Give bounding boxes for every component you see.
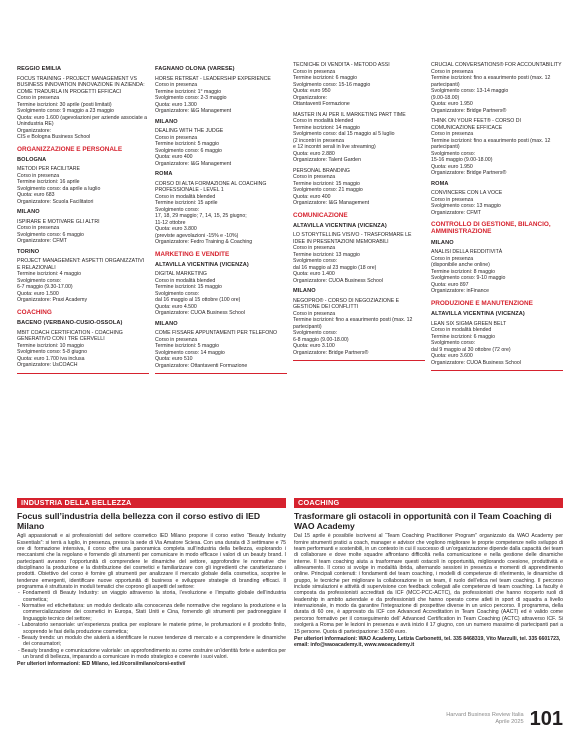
course-detail: (disponibile anche online) — [431, 262, 490, 269]
course-detail: Termine iscrizioni: fino a esaurimento posti (max. 12 partecipanti) — [431, 137, 551, 150]
course-detail: Organizzatore: Bridge Partners® — [431, 107, 507, 114]
article-team-coaching — [294, 498, 563, 703]
course-detail: Organizzatore: Bridge Partners® — [431, 170, 507, 176]
column-rule — [17, 373, 149, 374]
course-title: LO STORYTELLING VISIVO - TRASFORMARE LE IDEE IN PRESENTAZIONI MEMORABILI — [293, 232, 412, 245]
region-heading: MILANO — [155, 320, 178, 327]
region-heading: MILANO — [293, 288, 316, 295]
article-body — [17, 533, 286, 667]
category-heading: CONTROLLO DI GESTIONE, BILANCIO, AMMINISTRAZIONE — [431, 221, 551, 236]
course-detail: Svolgimento corso: — [155, 290, 200, 297]
course-detail: Quota: euro 950 — [293, 88, 331, 94]
course-detail: Svolgimento corso: — [293, 258, 338, 265]
category-heading: COMUNICAZIONE — [293, 211, 348, 219]
course-detail: Termine iscrizioni: 15 maggio — [293, 180, 360, 187]
course-detail: Corso in presenza — [293, 310, 336, 317]
course-detail: Termine iscrizioni: fino a esaurimento posti (max. 12 partecipanti) — [293, 317, 413, 330]
course-listings — [17, 62, 563, 492]
course-entry — [431, 62, 563, 114]
course-detail: 17, 18, 29 maggio; 7, 14, 15, 25 giugno; — [155, 213, 247, 219]
course-detail: (9.00-18.00) — [431, 94, 460, 101]
bullet-item: - Fondamenti di Beauty Industry: un viaggio attraverso la storia, l’evoluzione e l’impatto globale dell’industria cosmetica; — [18, 590, 286, 603]
course-detail: Corso in presenza — [155, 336, 198, 343]
course-detail: Organizzatore: CFMT — [431, 209, 481, 216]
course-detail: Organizzatore: I&G Management — [293, 200, 370, 206]
course-entry — [155, 330, 287, 369]
course-detail: Termine iscrizioni: 4 maggio — [17, 271, 82, 278]
article-body — [294, 533, 563, 648]
course-entry — [17, 258, 149, 304]
course-detail: Quota: euro 683 — [17, 192, 55, 199]
course-title: FOCUS TRAINING - PROJECT MANAGEMENT VS BUSINESS INNOVATION INNOVAZIONE IN AZIENDA: COME TRADURLA IN PROGETTI EFFICACI — [17, 75, 145, 95]
course-detail: Termine iscrizioni: 10 maggio — [17, 342, 84, 349]
course-detail: Quota: euro 3.600 — [431, 353, 473, 360]
course-detail: Quota: euro 1.500 — [17, 290, 59, 297]
course-detail: (previste agevolazioni -15% e -10%) — [155, 232, 239, 239]
region-heading: ROMA — [431, 180, 449, 187]
course-entry — [431, 249, 563, 295]
region-heading: ALTAVILLA VICENTINA (VICENZA) — [431, 311, 525, 318]
course-detail: (2 incontri in presenza — [293, 137, 345, 144]
region-heading: MILANO — [155, 118, 178, 125]
course-detail: Termine iscrizioni: 16 aprile — [17, 179, 80, 186]
region-heading: FAGNANO OLONA (VARESE) — [155, 66, 235, 72]
course-title: LEAN SIX SIGMA GREEN BELT — [431, 320, 507, 327]
course-detail: Svolgimento corso: 9 maggio a 23 maggio — [17, 108, 114, 114]
course-detail: Organizzatore: UsCOACH — [17, 362, 78, 369]
category-heading: ORGANIZZAZIONE E PERSONALE — [17, 145, 123, 153]
article-title: Trasformare gli ostacoli in opportunità con il Team Coaching di WAO Academy — [294, 511, 552, 532]
footer-meta — [446, 712, 523, 726]
course-detail: Svolgimento corso: — [431, 150, 476, 157]
course-detail: Corso in modalità blended — [431, 327, 492, 334]
course-detail: Corso in presenza — [17, 172, 60, 179]
course-title: DIGITAL MARKETING — [155, 271, 207, 278]
article-bullet-list — [17, 590, 286, 660]
course-detail: Organizzatore: CUOA Business School — [431, 359, 521, 366]
article-beauty-industry — [17, 498, 286, 703]
bullet-item: - Beauty branding e comunicazione valoriale: un approfondimento su come costruire un’identità forte e autentica per un brand di bellezza, imparando a comunicare in modo strategico e coerente i suoi valori. — [18, 647, 286, 660]
category-heading: MARKETING E VENDITE — [155, 250, 230, 258]
course-detail: Organizzatore: I&G Management — [155, 160, 232, 167]
article-section-band: INDUSTRIA DELLA BELLEZZA — [17, 498, 286, 508]
course-title: METODI PER FACILITARE — [17, 166, 80, 173]
course-title: ANALISI DELLA REDDITIVITÀ — [431, 249, 503, 256]
course-detail: e 12 incontri serali in live streaming) — [293, 144, 376, 150]
course-detail: Quota: euro 897 — [431, 281, 469, 288]
bullet-item: - Beauty trends: un modulo che aiuterà a identificare le nuove tendenze di mercato e a comprendere le dinamiche dei consumatori; — [18, 634, 286, 648]
course-title: COME FISSARE APPUNTAMENTI PER TELEFONO — [155, 330, 278, 337]
course-detail: Corso in presenza — [17, 225, 60, 232]
course-detail: Corso in presenza — [155, 82, 198, 88]
course-detail: Corso in modalità blended — [293, 118, 354, 124]
region-heading: ROMA — [155, 171, 173, 177]
course-detail: dal 16 maggio al 23 maggio (18 ore) — [293, 264, 377, 271]
listing-column — [17, 62, 149, 492]
course-title: CRUCIAL CONVERSATIONS® FOR ACCOUNTABILITY — [431, 62, 562, 68]
course-detail: Organizzatore: Scuola Facilitatori — [17, 198, 94, 205]
course-detail: Quota: euro 510 — [155, 356, 193, 363]
course-detail: Quota: euro 1.400 — [293, 271, 335, 278]
column-rule — [431, 370, 563, 371]
course-detail: Termine iscrizioni: 14 maggio — [293, 124, 360, 131]
articles — [17, 498, 563, 703]
course-entry — [155, 128, 287, 167]
issue-date: Aprile 2025 — [495, 719, 524, 725]
course-detail: Corso in modalità blended — [155, 277, 216, 284]
course-detail: 11-12 ottobre — [155, 219, 186, 226]
course-detail: Quota: euro 4.500 — [155, 303, 197, 310]
course-detail: Corso in modalità blended — [155, 193, 216, 200]
course-detail: Svolgimento corso: 9-10 maggio — [431, 275, 506, 282]
course-detail: Corso in presenza — [17, 95, 60, 101]
category-heading: COACHING — [17, 308, 52, 316]
column-rule — [155, 373, 287, 374]
course-detail: Termine iscrizioni: 6 maggio — [431, 333, 496, 340]
course-detail: Quota: euro 1.600 (agevolazioni per aziende associate a Unindustria RE) — [17, 114, 148, 127]
region-heading: REGGIO EMILIA — [17, 66, 62, 72]
course-detail: Svolgimento corso: — [17, 277, 62, 284]
course-detail: Quota: euro 400 — [293, 193, 331, 200]
column-rule — [293, 360, 425, 361]
course-detail: Quota: euro 1.950 — [431, 101, 473, 107]
course-detail: Termine iscrizioni: 13 maggio — [293, 251, 360, 258]
course-title: DEALING WITH THE JUDGE — [155, 128, 224, 134]
course-detail: Termine iscrizioni: 15 maggio — [155, 284, 222, 291]
course-detail: Termine iscrizioni: 15 aprile — [155, 200, 218, 206]
course-detail: Organizzatore: Ottantaventi Formazione — [155, 362, 248, 369]
course-detail: 15-16 maggio (9.00-18.00) — [431, 157, 493, 163]
course-detail: dal 9 maggio al 30 ottobre (72 ore) — [431, 346, 511, 353]
bullet-item: - Laboratorio sensoriale: un’esperienza pratica per esplorare le materie prime, le profumazioni e il prodotto finito, scoprendo le fasi della produzione cosmetica; — [18, 622, 286, 635]
course-title: TECNICHE DI VENDITA - METODO ASSI — [293, 62, 390, 68]
course-detail: Svolgimento corso: da aprile a luglio — [17, 185, 101, 192]
course-detail: Organizzatore: inFinance — [431, 288, 489, 295]
course-detail: Organizzatore: Talent Garden — [293, 157, 361, 163]
course-detail: Svolgimento corso: 15-16 maggio — [293, 81, 371, 88]
page-number: 101 — [529, 708, 563, 730]
course-detail: Svolgimento corso: 5-8 giugno — [17, 349, 88, 356]
course-title: HORSE RETREAT - LEADERSHIP EXPERIENCE — [155, 75, 271, 82]
course-entry — [155, 181, 287, 246]
course-title: MASTER IN AI PER IL MARKETING PART TIME — [293, 111, 406, 118]
course-detail: Termine iscrizioni: 5 maggio — [155, 141, 220, 147]
course-detail: Svolgimento corso: — [293, 330, 338, 337]
article-section-band: COACHING — [294, 498, 563, 508]
course-detail: Quota: euro 3.100 — [293, 343, 335, 350]
article-contact-info: Per ulteriori informazioni: WAO Academy, Letizia Carbonetti, tel. 335 8468319, Vito Marzulli, tel. 335 6601723, email: info@waoacademy.it, www.waoacademy.it — [294, 635, 561, 649]
magazine-name: Harvard Business Review Italia — [446, 712, 524, 718]
course-detail: Organizzatore: — [293, 94, 328, 101]
course-detail: Svolgimento corso: — [155, 206, 200, 213]
course-detail: Organizzatore: Praxi Academy — [17, 297, 88, 304]
course-detail: Organizzatore: Fedro Training & Coaching — [155, 239, 253, 245]
course-entry — [293, 232, 425, 284]
course-detail: Corso in presenza — [431, 131, 474, 137]
course-title: ISPIRARE E MOTIVARE GLI ALTRI — [17, 218, 100, 225]
course-detail: 6-8 maggio (9.00-18.00) — [293, 336, 349, 343]
course-title: CORSO DI ALTA FORMAZIONE AL COACHING PROFESSIONALE - LEVEL 1 — [155, 180, 267, 193]
course-detail: Quota: euro 1.700 iva inclusa — [17, 355, 85, 362]
course-entry — [431, 118, 563, 177]
region-heading: MILANO — [431, 239, 454, 246]
course-entry — [17, 76, 149, 141]
course-detail: Svolgimento corso: 6 maggio — [17, 231, 84, 238]
course-detail: Quota: euro 3.800 — [155, 226, 197, 232]
region-heading: ALTAVILLA VICENTINA (VICENZA) — [293, 222, 387, 229]
course-title: PROJECT MANAGEMENT: ASPETTI ORGANIZZATIVI E RELAZIONALI — [17, 258, 145, 271]
listing-column — [155, 62, 287, 492]
course-entry — [17, 219, 149, 245]
course-entry — [293, 168, 425, 207]
course-detail: Corso in presenza — [431, 68, 474, 75]
listing-column — [431, 62, 563, 492]
region-heading: BACENO (VERBANO-CUSIO-OSSOLA) — [17, 320, 123, 327]
course-detail: Organizzatore: — [17, 127, 52, 134]
article-contact-info: Per ulteriori informazioni: IED Milano, ied.it/corsi/milano/corsi-estivi/ — [17, 661, 186, 668]
course-detail: Quota: euro 1.950 — [431, 163, 473, 170]
course-detail: Termine iscrizioni: 30 aprile (posti limitati) — [17, 101, 112, 108]
course-detail: Organizzatore: CUOA Business School — [155, 310, 245, 317]
course-title: NEGOPRO® - CORSO DI NEGOZIAZIONE E GESTIONE DEI CONFLITTI — [293, 297, 400, 311]
course-detail: Termine iscrizioni: 5 maggio — [155, 343, 220, 350]
course-detail: Quota: euro 2.880 — [293, 150, 335, 157]
region-heading: ALTAVILLA VICENTINA (VICENZA) — [155, 261, 249, 268]
course-entry — [17, 166, 149, 205]
course-entry — [431, 190, 563, 216]
course-detail: Corso in presenza — [431, 255, 474, 262]
course-entry — [155, 76, 287, 115]
course-detail: dal 16 maggio al 15 ottobre (100 ore) — [155, 297, 241, 304]
bullet-item: - Normative ed etichettatura: un modulo dedicato alla conoscenza delle normative che regolano la produzione e la commercializzazione dei cosmetici in Europa, Stati Uniti e Cina, fornendo gli strumenti per padroneggiare il linguaggio tecnico del settore; — [18, 603, 286, 622]
course-detail: Svolgimento corso: 13 maggio — [431, 203, 501, 209]
course-detail: Termine iscrizioni: 8 maggio — [431, 268, 496, 275]
course-detail: Corso in presenza — [293, 174, 336, 180]
course-detail: Svolgimento corso: 21 maggio — [293, 187, 363, 193]
article-paragraph: Dal 15 aprile è possibile iscriversi al “Team Coaching Practitioner Program” organizzato da WAO Academy per fornire strumenti pratici a coach, manager e advisor che vogliono migliorare le proprie competenze nello sviluppo di team performanti e sostenibili, in un contesto in cui il successo di un’organizzazione dipende dalla capacità dei team di collaborare e dove molte squadre affrontano difficoltà nella comunicazione e nella gestione delle dinamiche interne. Il team coaching aiuta a trasformare questi ostacoli in opportunità, migliorando coesione, produttività e allineamento. Il corso si svolge in modalità ibrida, alternando sessioni in presenza e momenti di apprendimento online. Principali contenuti: i fondamenti del team coaching, i modelli di competenze di riferimento, le dinamiche di gruppo, le tecniche per migliorare la collaborazione in un team, il ruolo dell’etica nel team coaching. Il percorso include simulazioni e attività di supervisione con feedback collegati alle competenze di team coaching. La faculty è composta da professionisti accreditati da ICF (MCC-PCC-ACTC), da professionisti che hanno ricoperto ruoli di leadership in ambito aziendale e da professionisti che hanno operato come atleti in sport di squadra a livello internazionale, in modo da garantire l’integrazione di prospettive diverse in un unico percorso. Il programma, della durata di 60 ore, è approvato da ICF con Advanced Accreditation in Team Coaching (AACT) ed è valido come percorso formativo per il conseguimento dell’ Advanced Certification in Team Coaching (ACTC) attraverso ICF. Si svolgerà a Roma per le lezioni in presenza e avrà inizio il 17 giugno, con un numero massimo di partecipanti pari a 15 persone. Quota di partecipazione: 3.500 euro. — [294, 533, 563, 635]
course-entry — [17, 330, 149, 369]
course-detail: Svolgimento corso: — [431, 340, 476, 347]
course-title: THINK ON YOUR FEET® - CORSO DI COMUNICAZIONE EFFICACE — [431, 118, 521, 131]
course-detail: Quota: euro 400 — [155, 154, 193, 160]
course-title: MBIT COACH CERTIFICATION - COACHING GENERATIVO CON I TRE CERVELLI — [17, 329, 123, 343]
course-detail: Organizzatore: CUOA Business School — [293, 277, 383, 284]
course-entry — [293, 62, 425, 108]
course-detail: Svolgimento corso: 2-3 maggio — [155, 95, 227, 101]
category-heading: PRODUZIONE E MANUTENZIONE — [431, 299, 533, 307]
course-entry — [293, 112, 425, 164]
course-detail: Termine iscrizioni: fino a esaurimento posti (max. 12 partecipanti) — [431, 75, 551, 88]
course-entry — [431, 321, 563, 367]
course-title: CONVINCERE CON LA VOCE — [431, 190, 503, 196]
course-entry — [293, 298, 425, 357]
listing-column — [293, 62, 425, 492]
course-detail: Ottantaventi Formazione — [293, 101, 350, 107]
course-detail: Corso in presenza — [293, 245, 336, 252]
region-heading: MILANO — [17, 209, 40, 216]
region-heading: BOLOGNA — [17, 156, 47, 163]
course-detail: Corso in presenza — [155, 134, 198, 141]
course-detail: Organizzatore: Bridge Partners® — [293, 349, 369, 356]
course-detail: 6-7 maggio (9.30-17.00) — [17, 284, 73, 291]
course-detail: Organizzatore: I&G Management — [155, 108, 232, 114]
course-detail: Svolgimento corso: 14 maggio — [155, 349, 225, 356]
course-detail: Termine iscrizioni: 1° maggio — [155, 88, 222, 95]
page-footer — [446, 709, 563, 729]
course-detail: Quota: euro 1.300 — [155, 101, 197, 108]
course-detail: Corso in presenza — [293, 68, 336, 75]
course-detail: Termine iscrizioni: 6 maggio — [293, 75, 358, 81]
course-title: PERSONAL BRANDING — [293, 167, 350, 174]
course-detail: CIS e Bologna Business School — [17, 134, 91, 140]
course-detail: Svolgimento corso: 13-14 maggio — [431, 88, 509, 94]
course-detail: Svolgimento corso: dal 15 maggio al 5 luglio — [293, 131, 395, 137]
article-paragraph: Agli appassionati e ai professionisti del settore cosmetico IED Milano propone il corso estivo “Beauty Industry Essentials”: si terrà a luglio, in presenza, presso la sede di Via Amatore Sciesa. Con una durata di 3 settimane e 75 ore di formazione intensiva, il corso offre una panoramica completa sull’industria della bellezza, esplorando i meccanismi che la regolano e fornendo gli strumenti per comunicare in modo efficace i valori di un beauty brand. I partecipanti avranno l’opportunità di comprendere le dinamiche del settore, approfondire le normative che disciplinano la produzione e la distribuzione dei cosmetici e familiarizzare con gli ingredienti che caratterizzano i prodotti. Obiettivo del corso è fornire gli strumenti per analizzare il mercato globale della cosmetica, scoprire le tendenze emergenti, identificare nuove opportunità di business e sviluppare strategie di branding efficaci. Il programma è strutturato in moduli tematici che coprono gli aspetti del settore: — [17, 533, 286, 591]
course-detail: Organizzatore: CFMT — [17, 238, 67, 245]
course-entry — [155, 271, 287, 317]
article-title: Focus sull’industria della bellezza con il corso estivo di IED Milano — [17, 511, 261, 532]
course-detail: Svolgimento corso: 6 maggio — [155, 147, 222, 154]
region-heading: TORINO — [17, 248, 40, 255]
course-detail: Corso in presenza — [431, 196, 474, 203]
